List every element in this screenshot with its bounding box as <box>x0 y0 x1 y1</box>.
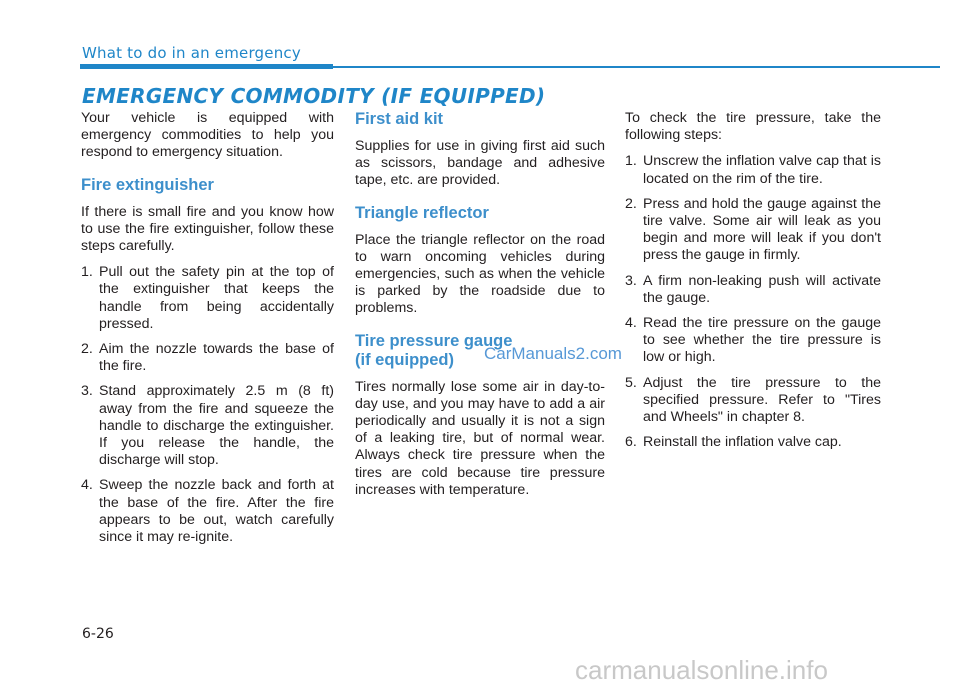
heading-line: Tire pressure gauge <box>355 331 513 350</box>
first-aid-kit-heading: First aid kit <box>355 110 444 128</box>
step-text: Reinstall the inflation valve cap. <box>643 434 842 451</box>
list-item <box>81 383 334 469</box>
list-item <box>625 375 881 427</box>
step-text: A firm non-leaking push will activate the gauge. <box>643 272 881 306</box>
watermark: CarManuals2.com <box>484 344 622 363</box>
triangle-reflector-text: Place the triangle reflector on the road to warn oncoming vehicles during emergencies, such as when the vehicle is parked by the roadside due to problems. <box>355 231 605 317</box>
list-item <box>81 264 334 333</box>
step-text: Aim the nozzle towards the base of the fire. <box>99 341 334 375</box>
step-text: Press and hold the gauge against the tire valve. Some air will leak as you begin and more will leak if you don't press the gauge in firmly. <box>643 195 881 264</box>
first-aid-kit-text: Supplies for use in giving first aid such as scissors, bandage and adhesive tape, etc. are provided. <box>355 138 605 189</box>
step-number: 5. <box>625 374 637 391</box>
step-text: Read the tire pressure on the gauge to see whether the tire pressure is low or high. <box>643 315 881 366</box>
triangle-reflector-heading: Triangle reflector <box>355 203 489 222</box>
fire-extinguisher-intro: If there is small fire and you know how to use the fire extinguisher, follow these steps carefully. <box>81 203 334 255</box>
step-number: 2. <box>81 341 93 358</box>
step-number: 3. <box>81 383 93 400</box>
site-watermark: carmanualsonline.info <box>575 655 828 685</box>
step-number: 4. <box>625 315 637 332</box>
intro-paragraph: Your vehicle is equipped with emergency commodities to help you respond to emergency situation. <box>81 110 334 161</box>
list-item <box>625 434 881 451</box>
step-number: 1. <box>625 153 637 170</box>
step-text: Adjust the tire pressure to the specified pressure. Refer to "Tires and Wheels" in chapter 8. <box>643 374 881 426</box>
column-3 <box>625 110 881 459</box>
list-item <box>625 153 881 187</box>
step-number: 4. <box>81 477 93 494</box>
fire-extinguisher-steps <box>81 264 334 546</box>
tire-check-intro: To check the tire pressure, take the following steps: <box>625 110 881 144</box>
column-1 <box>81 110 334 554</box>
step-text: Sweep the nozzle back and forth at the base of the fire. After the fire appears to be out, watch carefully since it may re-ignite. <box>99 477 334 546</box>
list-item <box>625 196 881 265</box>
section-label: What to do in an emergency <box>82 44 301 62</box>
header-rule-thin <box>333 66 940 68</box>
page-title: EMERGENCY COMMODITY (IF EQUIPPED) <box>82 84 546 108</box>
list-item <box>81 477 334 546</box>
header-rule-thick <box>80 64 333 69</box>
step-text: Pull out the safety pin at the top of the extinguisher that keeps the handle from being accidentally pressed. <box>99 264 334 332</box>
tire-pressure-gauge-text: Tires normally lose some air in day-to-day use, and you may have to add a air periodically and usually it is not a sign of a leaking tire, but of normal wear. Always check tire pressure when the tires are cold because tire pressure increases with temperature. <box>355 378 605 498</box>
step-number: 6. <box>625 434 637 451</box>
step-text: Unscrew the inflation valve cap that is located on the rim of the tire. <box>643 153 881 187</box>
column-2 <box>355 110 605 508</box>
list-item <box>625 315 881 367</box>
list-item <box>81 341 334 375</box>
page-number: 6-26 <box>82 626 114 642</box>
list-item <box>625 273 881 307</box>
tire-check-steps <box>625 153 881 451</box>
step-number: 2. <box>625 195 637 212</box>
step-number: 1. <box>81 264 93 281</box>
step-number: 3. <box>625 272 637 289</box>
fire-extinguisher-heading: Fire extinguisher <box>81 175 214 194</box>
heading-line: (if equipped) <box>355 350 454 369</box>
step-text: Stand approximately 2.5 m (8 ft) away from the fire and squeeze the handle to discharge the extinguisher. If you release the handle, the discharge will stop. <box>99 383 334 469</box>
